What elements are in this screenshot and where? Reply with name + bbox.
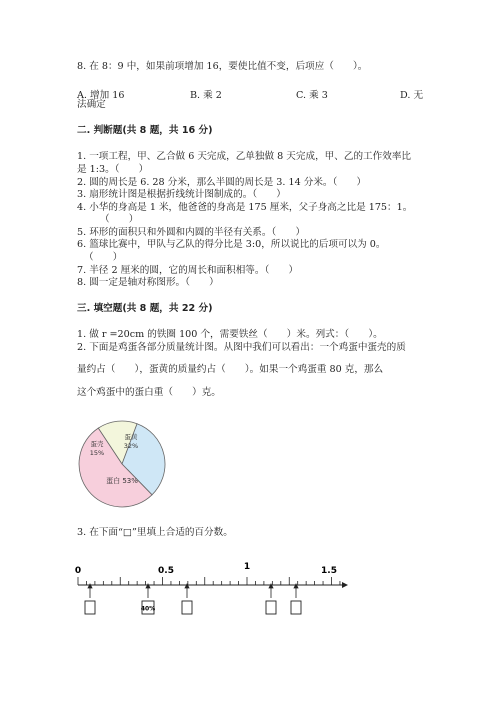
q8-stem: 8. 在 8：9 中，如果前项增加 16，要使比值不变，后项应（ ）。	[77, 61, 368, 72]
number-line	[70, 555, 370, 635]
s3-line: 1. 做 r =20cm 的铁圈 100 个，需要铁丝（ ）米。列式：（ ）。	[77, 329, 383, 340]
s3-line: 2. 下面是鸡蛋各部分质量统计图。从图中我们可以看出：一个鸡蛋中蛋壳的质	[77, 342, 406, 353]
pie-label-yolk: 蛋黄	[124, 433, 138, 441]
section2-title: 二. 判断题(共 8 题，共 16 分)	[77, 125, 213, 136]
answer-box[interactable]	[85, 601, 95, 614]
tick-label-1.5: 1.5	[321, 566, 337, 576]
pie-value-yolk: 32%	[123, 442, 139, 450]
answer-box[interactable]	[266, 601, 276, 614]
s3-q3: 3. 在下面“□”里填上合适的百分数。	[77, 527, 233, 538]
q8-option-c: C. 乘 3	[296, 90, 328, 101]
tick-label-1: 1	[243, 562, 251, 572]
pie-value-eggshell: 15%	[89, 449, 105, 457]
answer-box[interactable]	[291, 601, 301, 614]
q8-option-d: D. 无	[400, 90, 424, 101]
s2-line: 是 1:3。（ ）	[77, 164, 149, 175]
q8-option-a: A. 增加 16	[77, 90, 125, 101]
section3-title: 三. 填空题(共 8 题，共 22 分)	[77, 303, 213, 314]
tick-label-0: 0	[74, 566, 82, 576]
egg-composition-pie-chart	[72, 414, 172, 514]
pie-label-eggshell: 蛋壳	[90, 440, 104, 448]
pie-label-white: 蛋白 53%	[106, 477, 138, 485]
s2-line: （ ）	[100, 214, 139, 225]
filled-box-value: 40%	[140, 605, 156, 613]
s3-line: 量约占（ ），蛋黄的质量约占（ ）。如果一个鸡蛋重 80 克，那么	[77, 364, 384, 375]
answer-box[interactable]	[182, 601, 192, 614]
s2-line: 4. 小华的身高是 1 米，他爸爸的身高是 175 厘米，父子身高之比是 175：1。	[77, 202, 413, 213]
s2-line: （ ）	[84, 252, 123, 263]
s2-line: 1. 一项工程，甲、乙合做 6 天完成，乙单独做 8 天完成，甲、乙的工作效率比	[77, 151, 412, 162]
q8-option-b: B. 乘 2	[190, 90, 222, 101]
s2-line: 3. 扇形统计图是根据折线统计图制成的。（ ）	[77, 189, 286, 200]
tick-label-0.5: 0.5	[158, 566, 174, 576]
s2-line: 7. 半径 2 厘米的圆，它的周长和面积相等。（ ）	[77, 265, 299, 276]
s2-line: 8. 圆一定是轴对称图形。（ ）	[77, 277, 219, 288]
s3-line: 这个鸡蛋中的蛋白重（ ）克。	[77, 387, 221, 398]
s2-line: 6. 篮球比赛中，甲队与乙队的得分比是 3:0，所以说比的后项可以为 0。	[77, 239, 386, 250]
q8-option-d-wrap: 法确定	[77, 99, 106, 110]
s2-line: 2. 圆的周长是 6. 28 分米，那么半圆的周长是 3. 14 分米。（ ）	[77, 177, 367, 188]
s2-line: 5. 环形的面积只和外圆和内圆的半径有关系。（ ）	[77, 227, 306, 238]
